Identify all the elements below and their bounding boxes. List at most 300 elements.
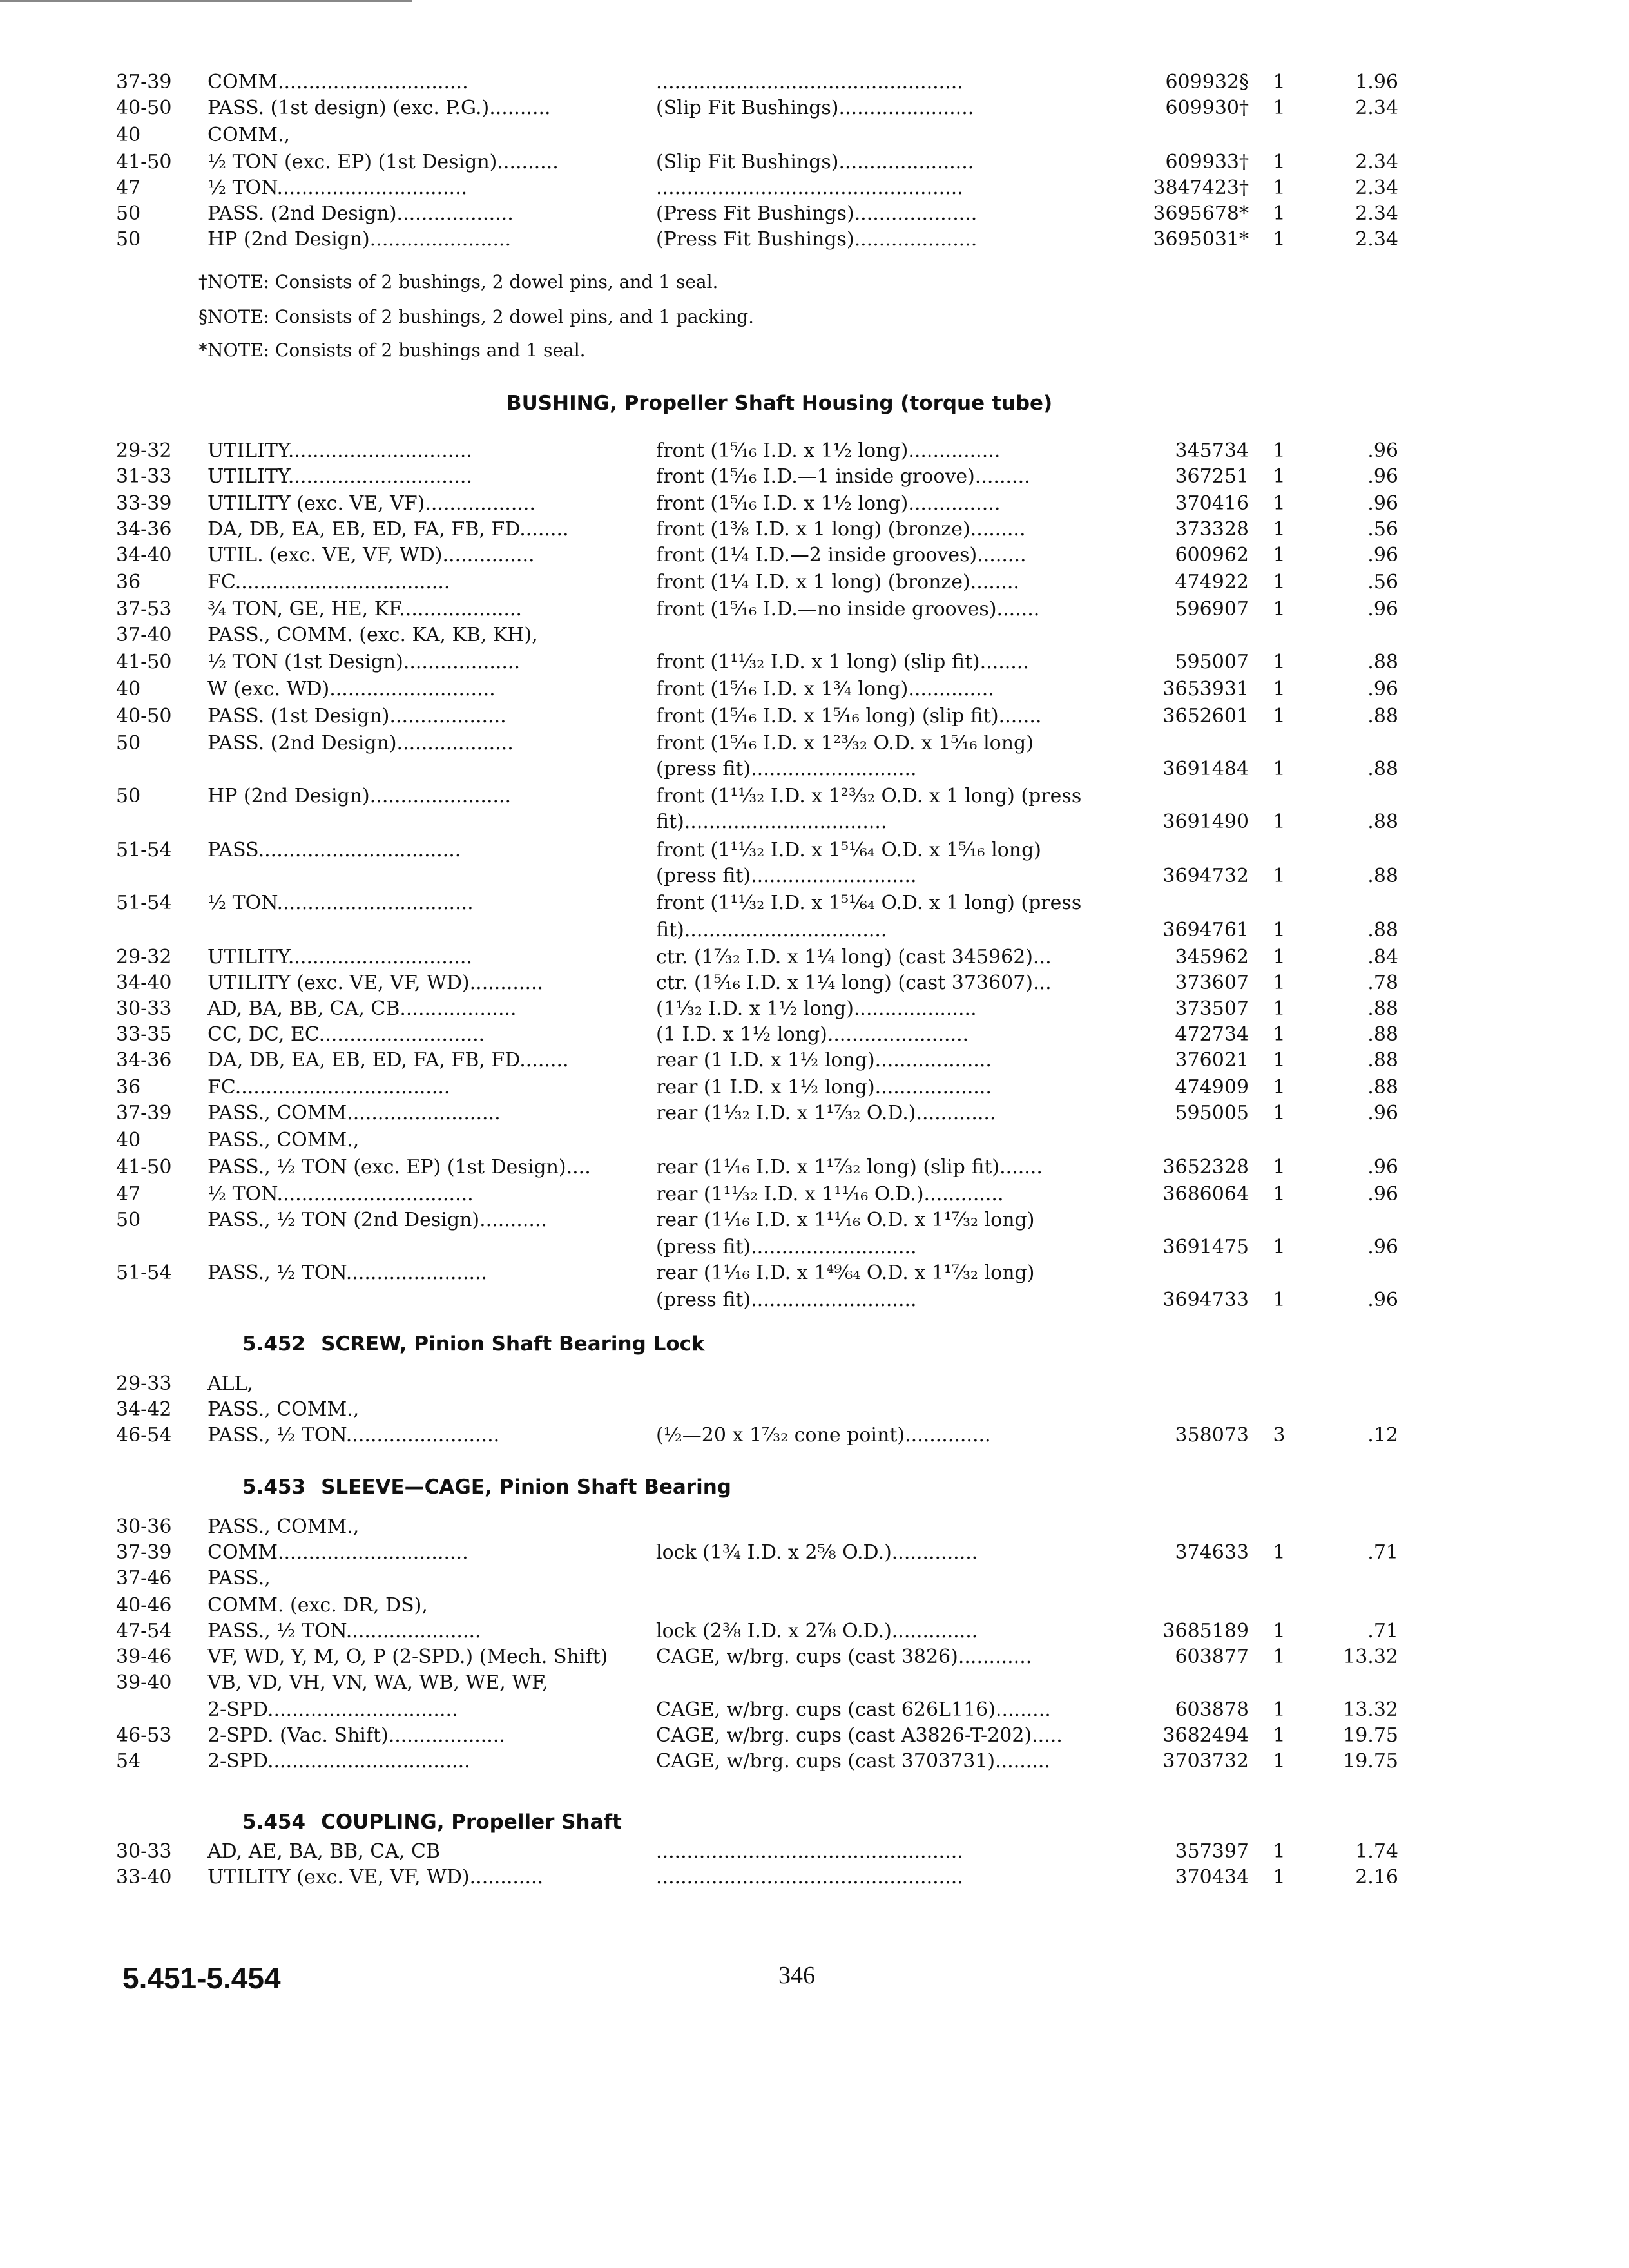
table-row (0, 704, 1629, 729)
description-cell: (½—20 x 1⁷⁄₃₂ cone point).............. (656, 1424, 991, 1446)
model-cell: COMM............................... (207, 1541, 468, 1564)
part-number-cell: 3682494 (1162, 1724, 1249, 1747)
table-row (0, 677, 1629, 702)
model-cell: FC................................... (207, 1076, 450, 1099)
year-cell: 30-33 (116, 1840, 172, 1863)
model-cell: W (exc. WD)........................... (207, 678, 496, 700)
quantity-cell: 1 (1273, 946, 1286, 968)
quantity-cell: 1 (1273, 811, 1286, 833)
part-number-cell: 3694732 (1162, 865, 1249, 887)
model-cell: UTILITY.............................. (207, 946, 472, 968)
table-row (0, 1371, 1629, 1397)
description-cell: .................................................. (656, 1840, 963, 1863)
part-number-cell: 358073 (1175, 1424, 1249, 1446)
table-row (0, 731, 1629, 756)
section-title: BUSHING, Propeller Shaft Housing (torque tube) (506, 392, 1053, 415)
part-number-cell: 374633 (1175, 1541, 1249, 1564)
quantity-cell: 1 (1273, 1183, 1286, 1206)
quantity-cell: 1 (1273, 1724, 1286, 1747)
table-row (0, 945, 1629, 970)
table-row (0, 863, 1629, 889)
quantity-cell: 1 (1273, 997, 1286, 1020)
year-cell: 37-39 (116, 1541, 172, 1564)
table-row (0, 70, 1629, 95)
price-cell: .71 (1367, 1620, 1398, 1642)
quantity-cell: 1 (1273, 1289, 1286, 1311)
year-cell: 34-36 (116, 518, 172, 541)
price-cell: .96 (1367, 598, 1398, 620)
description-cell: front (1⁵⁄₁₆ I.D.—no inside grooves)....... (656, 598, 1040, 620)
part-number-cell: 345734 (1175, 439, 1249, 462)
table-row (0, 95, 1629, 121)
price-cell: 2.34 (1355, 202, 1398, 225)
description-cell: CAGE, w/brg. cups (cast 626L116)......... (656, 1698, 1051, 1721)
table-row (0, 464, 1629, 490)
part-number-cell: 3652601 (1162, 705, 1249, 727)
model-cell: VF, WD, Y, M, O, P (2-SPD.) (Mech. Shift) (207, 1646, 608, 1668)
table-row (0, 1749, 1629, 1774)
table-row (0, 491, 1629, 517)
part-number-cell: 595007 (1175, 651, 1249, 673)
table-row (0, 517, 1629, 543)
year-cell: 46-53 (116, 1724, 172, 1747)
price-cell: .88 (1367, 919, 1398, 941)
price-cell: 1.74 (1355, 1840, 1398, 1863)
table-row (0, 597, 1629, 622)
model-cell: PASS., COMM......................... (207, 1102, 501, 1124)
year-cell: 39-46 (116, 1646, 172, 1668)
part-number-cell: 3847423† (1153, 177, 1249, 199)
year-cell: 51-54 (116, 892, 172, 914)
table-row (0, 1235, 1629, 1260)
price-cell: .96 (1367, 1156, 1398, 1178)
quantity-cell: 1 (1273, 202, 1286, 225)
part-number-cell: 474909 (1175, 1076, 1249, 1099)
description-cell: rear (1 I.D. x 1½ long)................... (656, 1076, 992, 1099)
description-cell: lock (1¾ I.D. x 2⅝ O.D.).............. (656, 1541, 978, 1564)
quantity-cell: 1 (1273, 1541, 1286, 1564)
model-cell: UTIL. (exc. VE, VF, WD)............... (207, 544, 535, 566)
description-cell: rear (1¹¹⁄₃₂ I.D. x 1¹¹⁄₁₆ O.D.)............. (656, 1183, 1004, 1206)
part-number-cell: 345962 (1175, 946, 1249, 968)
top-rule (0, 0, 412, 2)
page-number: 346 (778, 1962, 815, 1989)
year-cell: 36 (116, 571, 141, 593)
table-row (0, 996, 1629, 1022)
model-cell: PASS., COMM., (207, 1515, 360, 1538)
part-number-cell: 373607 (1175, 972, 1249, 994)
quantity-cell: 1 (1273, 1698, 1286, 1721)
quantity-cell: 1 (1273, 1102, 1286, 1124)
quantity-cell: 1 (1273, 1620, 1286, 1642)
description-cell: CAGE, w/brg. cups (cast 3826)............ (656, 1646, 1032, 1668)
price-cell: .88 (1367, 705, 1398, 727)
quantity-cell: 1 (1273, 1236, 1286, 1258)
model-cell: PASS., ½ TON......................... (207, 1424, 500, 1446)
price-cell: .56 (1367, 518, 1398, 541)
description-cell: (1¹⁄₃₂ I.D. x 1½ long).................... (656, 997, 977, 1020)
price-cell: 19.75 (1343, 1750, 1398, 1773)
table-row (0, 1287, 1629, 1313)
description-cell: rear (1¹⁄₁₆ I.D. x 1¹⁷⁄₃₂ long) (slip fit)....... (656, 1156, 1043, 1178)
price-cell: .96 (1367, 1289, 1398, 1311)
table-row (0, 149, 1629, 175)
quantity-cell: 1 (1273, 177, 1286, 199)
table-row (0, 1397, 1629, 1423)
part-number-cell: 370416 (1175, 492, 1249, 515)
part-number-cell: 3703732 (1162, 1750, 1249, 1773)
description-cell: front (1⁵⁄₁₆ I.D. x 1¾ long).............. (656, 678, 994, 700)
table-row (0, 1022, 1629, 1048)
quantity-cell: 1 (1273, 865, 1286, 887)
model-cell: CC, DC, EC........................... (207, 1023, 485, 1046)
price-cell: .88 (1367, 1023, 1398, 1046)
quantity-cell: 1 (1273, 678, 1286, 700)
description-cell: front (1¼ I.D. x 1 long) (bronze)........ (656, 571, 1019, 593)
model-cell: PASS. (2nd Design)................... (207, 202, 514, 225)
price-cell: 2.34 (1355, 151, 1398, 173)
description-cell: (Slip Fit Bushings)...................... (656, 151, 974, 173)
footnote: †NOTE: Consists of 2 bushings, 2 dowel pins, and 1 seal. (198, 271, 718, 293)
price-cell: .78 (1367, 972, 1398, 994)
year-cell: 40 (116, 1129, 141, 1151)
description-cell: front (1⅜ I.D. x 1 long) (bronze)......... (656, 518, 1026, 541)
table-row (0, 838, 1629, 863)
year-cell: 41-50 (116, 651, 172, 673)
price-cell: 2.34 (1355, 228, 1398, 251)
quantity-cell: 1 (1273, 1646, 1286, 1668)
model-cell: ½ TON (exc. EP) (1st Design).......... (207, 151, 559, 173)
table-row (0, 1155, 1629, 1180)
quantity-cell: 1 (1273, 758, 1286, 780)
section-heading (242, 1330, 705, 1358)
part-number-cell: 472734 (1175, 1023, 1249, 1046)
year-cell: 30-36 (116, 1515, 172, 1538)
year-cell: 47 (116, 177, 141, 199)
model-cell: UTILITY (exc. VE, VF, WD)............ (207, 1866, 544, 1888)
description-cell: front (1⁵⁄₁₆ I.D. x 1½ long)............... (656, 492, 1001, 515)
table-row (0, 1593, 1629, 1619)
table-row (0, 201, 1629, 227)
table-row (0, 1048, 1629, 1073)
part-number-cell: 376021 (1175, 1049, 1249, 1072)
description-cell: rear (1 I.D. x 1½ long)................... (656, 1049, 992, 1072)
description-cell: rear (1¹⁄₁₆ I.D. x 1⁴⁹⁄₆₄ O.D. x 1¹⁷⁄₃₂ long) (656, 1262, 1035, 1284)
model-cell: FC................................... (207, 571, 450, 593)
price-cell: .12 (1367, 1424, 1398, 1446)
table-row (0, 1697, 1629, 1723)
model-cell: 2-SPD. (Vac. Shift)................... (207, 1724, 505, 1747)
price-cell: 2.34 (1355, 97, 1398, 119)
part-number-cell: 3685189 (1162, 1620, 1249, 1642)
description-cell: CAGE, w/brg. cups (cast A3826-T-202)..... (656, 1724, 1063, 1747)
model-cell: UTILITY.............................. (207, 465, 472, 488)
model-cell: PASS. (1st design) (exc. P.G.).......... (207, 97, 551, 119)
model-cell: VB, VD, VH, VN, WA, WB, WE, WF, (207, 1671, 548, 1694)
model-cell: COMM. (exc. DR, DS), (207, 1594, 428, 1617)
model-cell: 2-SPD............................... (207, 1698, 458, 1721)
table-row (0, 1540, 1629, 1566)
year-cell: 51-54 (116, 1262, 172, 1284)
quantity-cell: 1 (1273, 1156, 1286, 1178)
year-cell: 29-32 (116, 439, 172, 462)
year-cell: 34-36 (116, 1049, 172, 1072)
description-cell: .................................................. (656, 1866, 963, 1888)
year-cell: 33-39 (116, 492, 172, 515)
section-number: 5.452 (242, 1332, 306, 1356)
quantity-cell: 1 (1273, 518, 1286, 541)
model-cell: COMM., (207, 124, 291, 146)
price-cell: .96 (1367, 1102, 1398, 1124)
quantity-cell: 3 (1273, 1424, 1286, 1446)
description-cell: (Press Fit Bushings).................... (656, 202, 978, 225)
year-cell: 47 (116, 1183, 141, 1206)
table-row (0, 1514, 1629, 1540)
price-cell: 2.16 (1355, 1866, 1398, 1888)
model-cell: ½ TON................................ (207, 892, 474, 914)
year-cell: 41-50 (116, 151, 172, 173)
part-number-cell: 367251 (1175, 465, 1249, 488)
model-cell: PASS. (1st Design)................... (207, 705, 506, 727)
part-number-cell: 3695031* (1153, 228, 1249, 251)
model-cell: PASS., COMM. (exc. KA, KB, KH), (207, 624, 538, 646)
price-cell: .88 (1367, 1076, 1398, 1099)
description-cell: ctr. (1⁵⁄₁₆ I.D. x 1¼ long) (cast 373607)... (656, 972, 1052, 994)
year-cell: 40-50 (116, 97, 172, 119)
model-cell: PASS., ½ TON (exc. EP) (1st Design).... (207, 1156, 591, 1178)
model-cell: DA, DB, EA, EB, ED, FA, FB, FD........ (207, 518, 569, 541)
model-cell: PASS., COMM., (207, 1129, 360, 1151)
price-cell: 19.75 (1343, 1724, 1398, 1747)
price-cell: .96 (1367, 544, 1398, 566)
section-title: SLEEVE—CAGE, Pinion Shaft Bearing (321, 1475, 731, 1499)
year-cell: 37-39 (116, 1102, 172, 1124)
quantity-cell: 1 (1273, 972, 1286, 994)
section-heading (242, 1473, 731, 1501)
quantity-cell: 1 (1273, 1750, 1286, 1773)
year-cell: 37-39 (116, 71, 172, 93)
table-row (0, 756, 1629, 782)
table-row (0, 1865, 1629, 1890)
description-cell: ctr. (1⁷⁄₃₂ I.D. x 1¼ long) (cast 345962)... (656, 946, 1052, 968)
quantity-cell: 1 (1273, 439, 1286, 462)
price-cell: 13.32 (1343, 1698, 1398, 1721)
year-cell: 37-46 (116, 1567, 172, 1590)
year-cell: 30-33 (116, 997, 172, 1020)
table-row (0, 783, 1629, 809)
table-row (0, 1723, 1629, 1749)
part-number-cell: 609933† (1165, 151, 1249, 173)
section-heading (242, 1808, 622, 1836)
table-row (0, 1182, 1629, 1207)
year-cell: 36 (116, 1076, 141, 1099)
year-cell: 33-40 (116, 1866, 172, 1888)
description-cell: (Press Fit Bushings).................... (656, 228, 978, 251)
part-number-cell: 595005 (1175, 1102, 1249, 1124)
year-cell: 31-33 (116, 465, 172, 488)
price-cell: .88 (1367, 997, 1398, 1020)
description-cell: lock (2⅜ I.D. x 2⅞ O.D.).............. (656, 1620, 978, 1642)
year-cell: 46-54 (116, 1424, 172, 1446)
price-cell: .88 (1367, 811, 1398, 833)
part-number-cell: 3695678* (1153, 202, 1249, 225)
price-cell: 1.96 (1355, 71, 1398, 93)
year-cell: 47-54 (116, 1620, 172, 1642)
description-cell: CAGE, w/brg. cups (cast 3703731)......... (656, 1750, 1050, 1773)
quantity-cell: 1 (1273, 71, 1286, 93)
model-cell: ¾ TON, GE, HE, KF.................... (207, 598, 522, 620)
table-row (0, 570, 1629, 595)
model-cell: PASS., ½ TON (2nd Design)........... (207, 1209, 547, 1231)
description-cell: .................................................. (656, 71, 963, 93)
part-number-cell: 600962 (1175, 544, 1249, 566)
table-row (0, 970, 1629, 996)
section-range: 5.451-5.454 (122, 1961, 281, 1995)
description-cell: front (1¹¹⁄₃₂ I.D. x 1 long) (slip fit)........ (656, 651, 1029, 673)
quantity-cell: 1 (1273, 919, 1286, 941)
description-cell: fit)................................. (656, 811, 887, 833)
model-cell: PASS. (2nd Design)................... (207, 732, 514, 754)
model-cell: HP (2nd Design)....................... (207, 785, 512, 807)
part-number-cell: 596907 (1175, 598, 1249, 620)
table-row (0, 918, 1629, 943)
year-cell: 41-50 (116, 1156, 172, 1178)
year-cell: 34-40 (116, 544, 172, 566)
model-cell: PASS., ½ TON....................... (207, 1262, 488, 1284)
year-cell: 50 (116, 732, 141, 754)
part-number-cell: 609932§ (1165, 71, 1249, 93)
year-cell: 39-40 (116, 1671, 172, 1694)
part-number-cell: 370434 (1175, 1866, 1249, 1888)
part-number-cell: 357397 (1175, 1840, 1249, 1863)
price-cell: .96 (1367, 1236, 1398, 1258)
model-cell: ½ TON............................... (207, 177, 468, 199)
part-number-cell: 603877 (1175, 1646, 1249, 1668)
table-row (0, 175, 1629, 201)
quantity-cell: 1 (1273, 151, 1286, 173)
year-cell: 50 (116, 228, 141, 251)
table-row (0, 1207, 1629, 1233)
table-row (0, 1839, 1629, 1865)
year-cell: 37-40 (116, 624, 172, 646)
price-cell: .88 (1367, 865, 1398, 887)
quantity-cell: 1 (1273, 465, 1286, 488)
model-cell: HP (2nd Design)....................... (207, 228, 512, 251)
table-row (0, 1128, 1629, 1153)
year-cell: 40-50 (116, 705, 172, 727)
part-number-cell: 3652328 (1162, 1156, 1249, 1178)
description-cell: front (1¹¹⁄₃₂ I.D. x 1⁵¹⁄₆₄ O.D. x 1 long) (press (656, 892, 1082, 914)
price-cell: .84 (1367, 946, 1398, 968)
part-number-cell: 603878 (1175, 1698, 1249, 1721)
table-row (0, 1566, 1629, 1591)
description-cell: (press fit)........................... (656, 865, 917, 887)
table-row (0, 543, 1629, 568)
part-number-cell: 373328 (1175, 518, 1249, 541)
description-cell: rear (1¹⁄₁₆ I.D. x 1¹¹⁄₁₆ O.D. x 1¹⁷⁄₃₂ long) (656, 1209, 1035, 1231)
quantity-cell: 1 (1273, 598, 1286, 620)
section-number: 5.453 (242, 1475, 306, 1499)
quantity-cell: 1 (1273, 571, 1286, 593)
section-title: COUPLING, Propeller Shaft (321, 1811, 622, 1834)
model-cell: UTILITY.............................. (207, 439, 472, 462)
table-row (0, 1644, 1629, 1670)
table-row (0, 227, 1629, 253)
table-row (0, 438, 1629, 464)
description-cell: (press fit)........................... (656, 1236, 917, 1258)
year-cell: 40-46 (116, 1594, 172, 1617)
model-cell: COMM............................... (207, 71, 468, 93)
part-number-cell: 474922 (1175, 571, 1249, 593)
quantity-cell: 1 (1273, 97, 1286, 119)
description-cell: fit)................................. (656, 919, 887, 941)
part-number-cell: 3691490 (1162, 811, 1249, 833)
price-cell: .56 (1367, 571, 1398, 593)
table-row (0, 1260, 1629, 1286)
model-cell: 2-SPD................................. (207, 1750, 470, 1773)
price-cell: .96 (1367, 465, 1398, 488)
part-number-cell: 3694733 (1162, 1289, 1249, 1311)
description-cell: front (1⁵⁄₁₆ I.D.—1 inside groove)......... (656, 465, 1030, 488)
model-cell: PASS................................. (207, 839, 461, 861)
model-cell: ALL, (207, 1372, 254, 1395)
description-cell: .................................................. (656, 177, 963, 199)
model-cell: PASS., ½ TON...................... (207, 1620, 481, 1642)
price-cell: .88 (1367, 1049, 1398, 1072)
model-cell: ½ TON................................ (207, 1183, 474, 1206)
model-cell: PASS., (207, 1567, 271, 1590)
year-cell: 34-40 (116, 972, 172, 994)
description-cell: rear (1¹⁄₃₂ I.D. x 1¹⁷⁄₃₂ O.D.)............. (656, 1102, 996, 1124)
footnote: *NOTE: Consists of 2 bushings and 1 seal. (198, 340, 586, 361)
year-cell: 54 (116, 1750, 141, 1773)
year-cell: 34-42 (116, 1398, 172, 1421)
quantity-cell: 1 (1273, 1840, 1286, 1863)
footnote: §NOTE: Consists of 2 bushings, 2 dowel pins, and 1 packing. (198, 306, 755, 327)
price-cell: 13.32 (1343, 1646, 1398, 1668)
table-row (0, 622, 1629, 648)
description-cell: front (1¹¹⁄₃₂ I.D. x 1²³⁄₃₂ O.D. x 1 long) (press (656, 785, 1082, 807)
quantity-cell: 1 (1273, 705, 1286, 727)
year-cell: 50 (116, 785, 141, 807)
table-row (0, 1423, 1629, 1448)
section-title: SCREW, Pinion Shaft Bearing Lock (321, 1332, 705, 1356)
table-row (0, 1075, 1629, 1100)
price-cell: .71 (1367, 1541, 1398, 1564)
price-cell: .96 (1367, 678, 1398, 700)
table-row (0, 1619, 1629, 1644)
year-cell: 51-54 (116, 839, 172, 861)
quantity-cell: 1 (1273, 1076, 1286, 1099)
quantity-cell: 1 (1273, 228, 1286, 251)
model-cell: PASS., COMM., (207, 1398, 360, 1421)
year-cell: 50 (116, 202, 141, 225)
description-cell: front (1⁵⁄₁₆ I.D. x 1²³⁄₃₂ O.D. x 1⁵⁄₁₆ long) (656, 732, 1034, 754)
quantity-cell: 1 (1273, 544, 1286, 566)
year-cell: 29-33 (116, 1372, 172, 1395)
price-cell: 2.34 (1355, 177, 1398, 199)
description-cell: (press fit)........................... (656, 1289, 917, 1311)
year-cell: 29-32 (116, 946, 172, 968)
table-row (0, 809, 1629, 835)
price-cell: .96 (1367, 1183, 1398, 1206)
model-cell: UTILITY (exc. VE, VF, WD)............ (207, 972, 544, 994)
part-number-cell: 3653931 (1162, 678, 1249, 700)
price-cell: .88 (1367, 651, 1398, 673)
part-number-cell: 3691484 (1162, 758, 1249, 780)
description-cell: front (1¼ I.D.—2 inside grooves)........ (656, 544, 1027, 566)
part-number-cell: 609930† (1165, 97, 1249, 119)
